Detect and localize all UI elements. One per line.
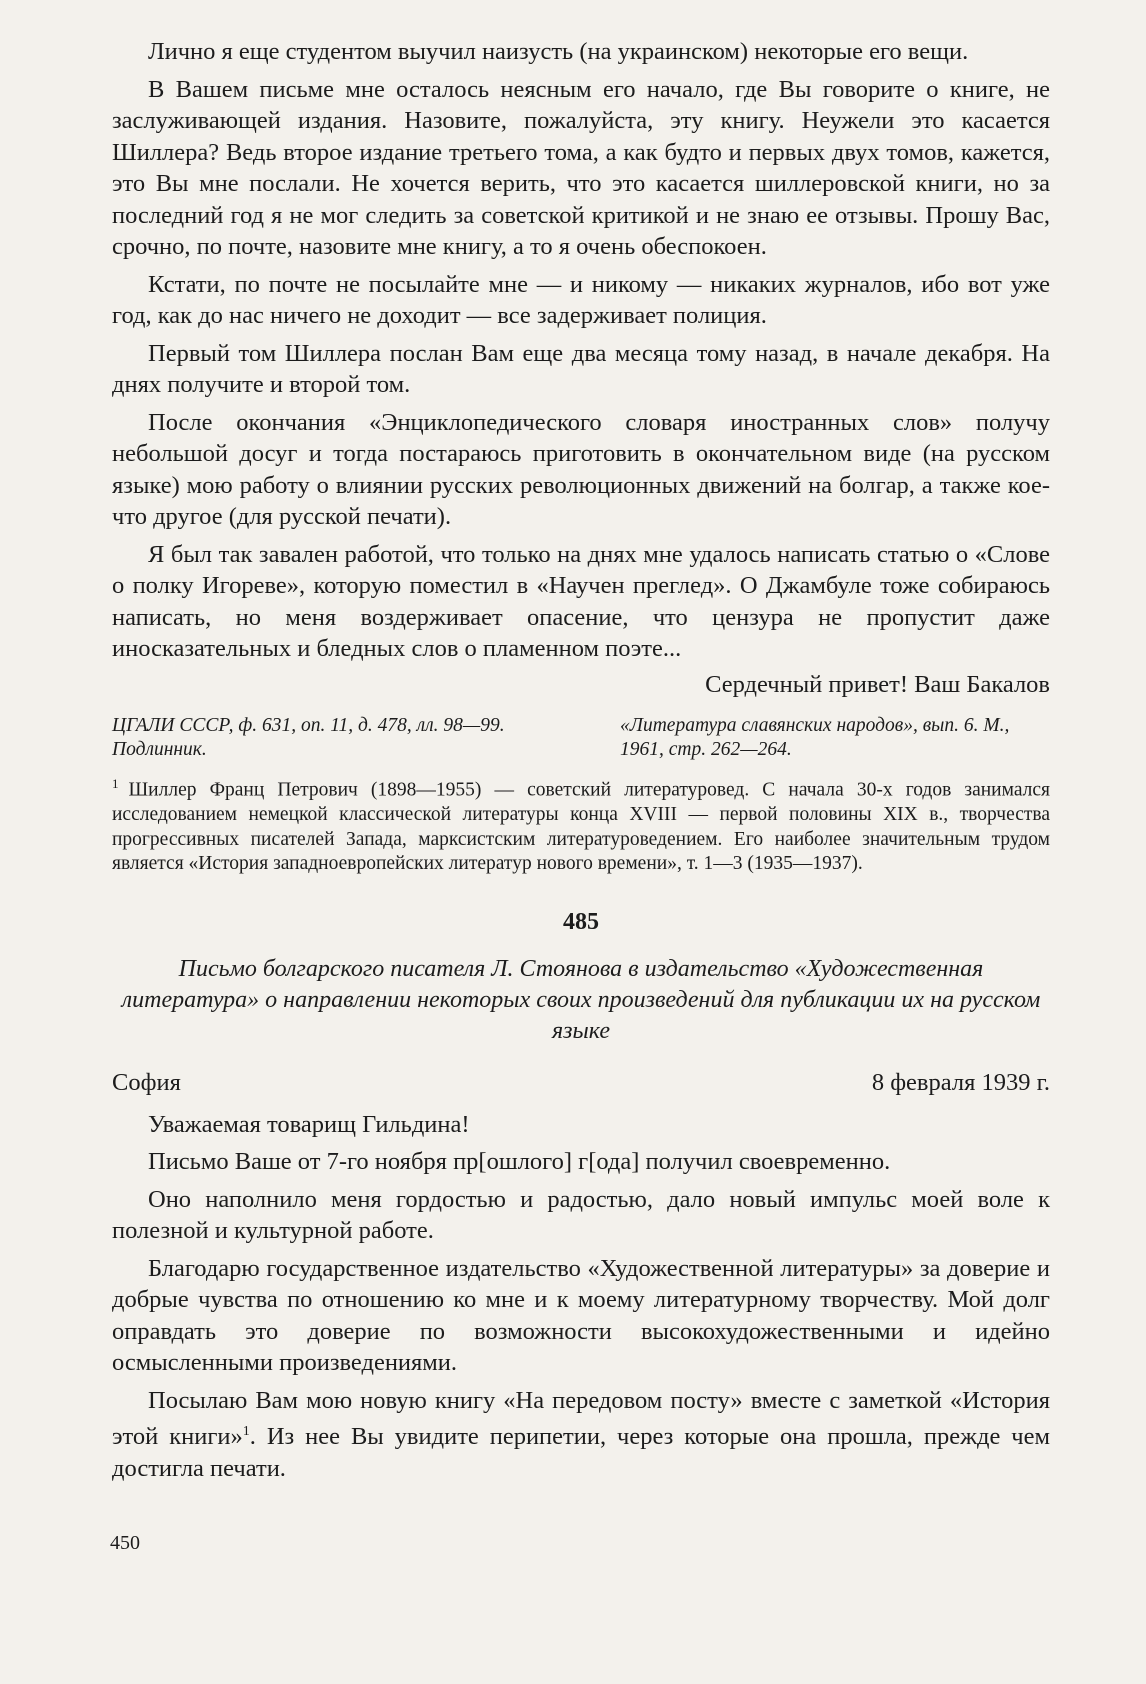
footnote-text: Шиллер Франц Петрович (1898—1955) — советский литературовед. С начала 30-х годов занимался исследованием немецкой классической литературы конца XVIII — первой половины XIX в., творчества прогрессивных писателей Запада, марксистским литературоведением. Его наиболее значительным трудом является «История западноевропейских литератур нового времени», т. 1—3 (1935—1937). bbox=[112, 779, 1050, 874]
greeting: Уважаемая товарищ Гильдина! bbox=[148, 1110, 470, 1138]
paragraph: Я был так завален работой, что только на днях мне удалось написать статью о «Слове о полку Игореве», которую поместил в «Научен преглед». О Джамбуле тоже собираюсь написать, но меня воздерживает опасение, что цензура не пропустит даже иносказательных и бледных слов о пламенном поэте... bbox=[112, 540, 1050, 662]
publication-reference: «Литература славянских народов», вып. 6. М., 1961, стр. 262—264. bbox=[620, 715, 1010, 760]
paragraph: Оно наполнило меня гордостью и радостью, дало новый импульс моей воле к полезной и культурной работе. bbox=[112, 1185, 1050, 1244]
document-number: 485 bbox=[563, 908, 599, 935]
dateline bbox=[112, 1067, 1050, 1099]
paragraph: Первый том Шиллера послан Вам еще два месяца тому назад, в начале декабря. На днях получите и второй том. bbox=[112, 339, 1050, 398]
paragraph: После окончания «Энциклопедического словаря иностранных слов» получу небольшой досуг и тогда постараюсь приготовить в окончательном виде (на русском языке) мою работу о влиянии русских революционных движений на болгар, а также кое-что другое (для русской печати). bbox=[112, 408, 1050, 530]
paragraph-text-end: . Из нее Вы увидите перипетии, через которые она прошла, прежде чем достигла печати. bbox=[112, 1423, 1051, 1482]
paragraph: Кстати, по почте не посылайте мне — и никому — никаких журналов, ибо вот уже год, как до нас ничего не доходит — все задерживает полиция. bbox=[112, 270, 1050, 329]
footnote-ref: 1 bbox=[242, 1424, 250, 1439]
paragraph-text: Посылаю Вам мою новую книгу «На передовом посту» вместе с заметкой «История этой книги» bbox=[112, 1386, 1050, 1451]
footnote-mark: 1 bbox=[112, 776, 119, 791]
archive-reference: ЦГАЛИ СССР, ф. 631, оп. 11, д. 478, лл. 98—99. Подлинник. bbox=[112, 715, 505, 760]
main-text bbox=[112, 36, 1050, 1490]
paragraph: Лично я еще студентом выучил наизусть (на украинском) некоторые его вещи. bbox=[148, 38, 969, 65]
letter-place: София bbox=[112, 1069, 181, 1096]
paragraph bbox=[112, 1385, 1050, 1485]
paragraph: Благодарю государственное издательство «Художественной литературы» за доверие и добрые чувства по отношению ко мне и к моему литературному творчеству. Мой долг оправдать это доверие по возможности высокохудожественными и идейно осмысленными произведениями. bbox=[112, 1254, 1050, 1376]
document-heading: Письмо болгарского писателя Л. Стоянова в издательство «Художественная литература» о направлении некоторых своих произведений для публикации их на русском языке bbox=[121, 956, 1041, 1044]
letter-closing: Сердечный привет! Ваш Бакалов bbox=[705, 670, 1050, 698]
footnote bbox=[112, 772, 1050, 877]
letter-date: 8 февраля 1939 г. bbox=[871, 1069, 1050, 1096]
paragraph: Письмо Ваше от 7-го ноября пр[ошлого] г[ода] получил своевременно. bbox=[148, 1148, 891, 1175]
page-number: 450 bbox=[110, 1532, 140, 1554]
source-citation bbox=[112, 714, 1050, 762]
paragraph: В Вашем письме мне осталось неясным его начало, где Вы говорите о книге, не заслуживающей издания. Назовите, пожалуйста, эту книгу. Неужели это касается Шиллера? Ведь второе издание третьего тома, а как будто и первых двух томов, кажется, это Вы мне послали. Не хочется верить, что это касается шиллеровской книги, но за последний год я не мог следить за советской критикой и не знаю ее отзывы. Прошу Вас, срочно, по почте, назовите мне книгу, а то я очень обеспокоен. bbox=[112, 75, 1050, 260]
